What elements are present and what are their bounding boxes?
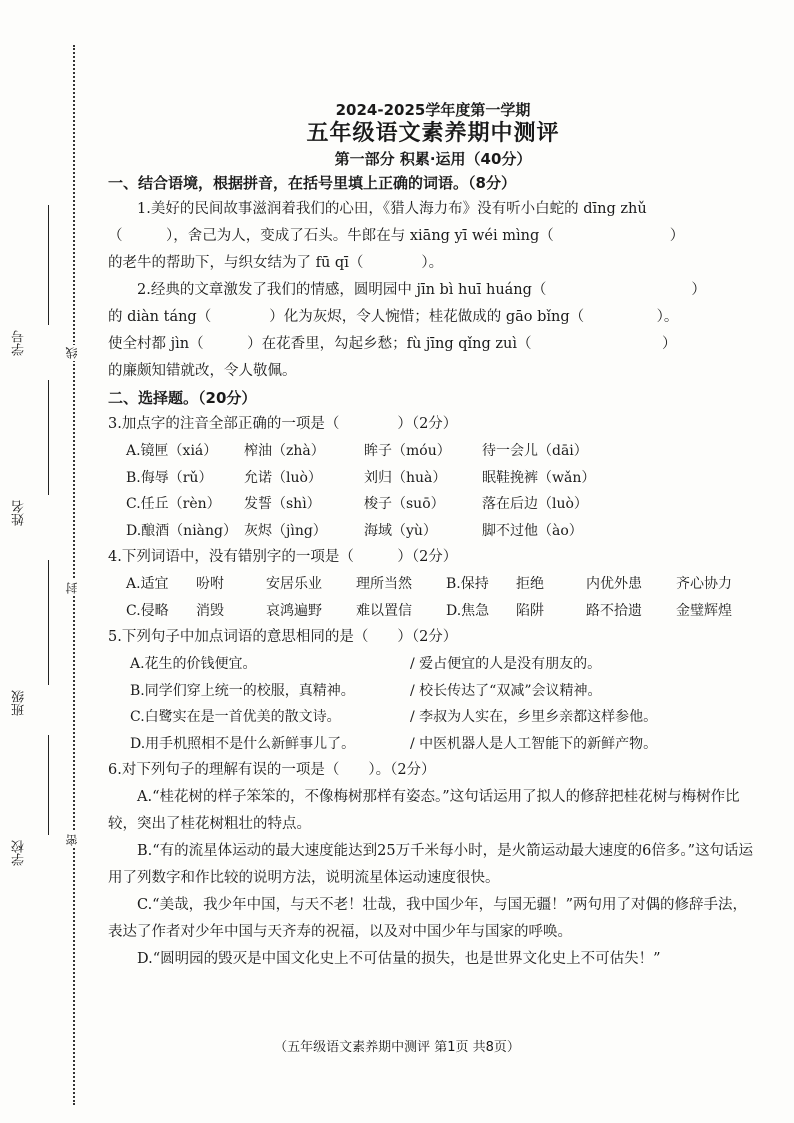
q5-sentence-b: / 爱占便宜的人是没有朋友的。 [410, 656, 602, 672]
q4-word: B.保持 [446, 576, 489, 592]
q4-word: 路不拾遗 [586, 602, 642, 619]
q3-item: 梭子（suō） [364, 496, 445, 512]
q4-word: 齐心协力 [676, 576, 732, 592]
q4-stem[interactable]: 4.下列词语中，没有错别字的一项是（ ）（2分） [108, 549, 458, 565]
q6-stem[interactable]: 6.对下列句子的理解有误的一项是（ ）。（2分） [108, 762, 436, 778]
name-label: 姓名 [12, 500, 27, 526]
q4-word: 吩咐 [196, 576, 224, 592]
q3-item: 落在后边（luò） [482, 496, 588, 512]
q4-word: 陷阱 [516, 602, 544, 619]
school-year: 2024-2025学年度第一学期 [335, 101, 531, 119]
q4-word: 理所当然 [356, 576, 412, 592]
exam-content [108, 100, 758, 973]
name-blank[interactable] [48, 380, 49, 495]
page-footer: （五年级语文素养期中测评 第1页 共8页） [274, 1040, 520, 1055]
s1-line: 的廉颇知错就改，令人敬佩。 [108, 363, 297, 379]
q3-option-row[interactable] [108, 518, 758, 545]
student-number-blank[interactable] [48, 205, 49, 325]
q3-item: 刘归（huà） [364, 469, 447, 486]
q3-item: 眠鞋挽裤（wǎn） [482, 469, 596, 486]
school-blank[interactable] [48, 735, 49, 835]
s1-line[interactable]: 使全村都 jìn（ ）在花香里，勾起乡愁；fù jīng qǐng zuì（ ） [108, 336, 677, 352]
section-1-heading: 一、结合语境，根据拼音，在括号里填上正确的词语。（8分） [108, 174, 516, 192]
student-number-field[interactable] [10, 330, 70, 356]
q3-item: A.镜匣（xiá） [126, 443, 218, 459]
q3-item: 脚不过他（ào） [482, 522, 583, 539]
q4-word: D.焦急 [446, 602, 490, 619]
q6-option-b[interactable]: B.“有的流星体运动的最大速度能达到25万千米每小时，是火箭运动最大速度的6倍多。”这句话运用了列数字和作比较的说明方法，说明流星体运动速度很快。 [108, 843, 754, 886]
q5-sentence-b: / 李叔为人实在，乡里乡亲都这样参他。 [410, 709, 658, 725]
q5-sentence-a: B.同学们穿上统一的校服，真精神。 [130, 682, 355, 699]
q4-option-row[interactable] [108, 598, 758, 625]
q4-word: 拒绝 [516, 576, 544, 592]
q5-sentence-b: / 校长传达了“双减”会议精神。 [410, 682, 602, 699]
binding-dotted-line [73, 45, 75, 1105]
part-title: 第一部分 积累·运用（40分） [334, 150, 532, 168]
q3-item: 海域（yù） [364, 522, 437, 539]
q4-word: 安居乐业 [266, 576, 322, 592]
q3-item: 灰烬（jìng） [244, 522, 327, 539]
school-label: 学校 [12, 840, 27, 866]
cut-word-line: 线 [65, 347, 79, 359]
class-blank[interactable] [48, 560, 49, 685]
q3-option-row[interactable] [108, 438, 758, 465]
q5-stem[interactable]: 5.下列句子中加点词语的意思相同的是（ ）（2分） [108, 629, 458, 645]
q4-option-row[interactable] [108, 571, 758, 598]
q4-word: C.侵略 [126, 602, 169, 619]
cut-word-seal: 封 [65, 582, 79, 594]
q6-option-a[interactable]: A.“桂花树的样子笨笨的，不像梅树那样有姿态。”这句话运用了拟人的修辞把桂花树与梅树作比较，突出了桂花树粗壮的特点。 [108, 789, 740, 832]
s1-line[interactable]: 的 diàn táng（ ）化为灰烬，令人惋惜；桂花做成的 gāo bǐng（ ）。 [108, 309, 679, 325]
q3-option-row[interactable] [108, 465, 758, 492]
q3-item: D.酿酒（niàng） [126, 522, 237, 539]
q4-word: 金璧辉煌 [676, 602, 732, 619]
q4-word: 消毁 [196, 602, 224, 619]
q3-item: 榨油（zhà） [244, 443, 325, 459]
q3-item: 眸子（móu） [364, 443, 451, 459]
q4-word: 哀鸿遍野 [266, 602, 322, 619]
class-label: 班级 [12, 690, 27, 716]
q3-stem[interactable]: 3.加点字的注音全部正确的一项是（ ）（2分） [108, 416, 458, 432]
q4-word: A.适宜 [126, 576, 169, 592]
q3-item: 发誓（shì） [244, 496, 321, 512]
q5-option-row[interactable] [108, 651, 758, 678]
q5-sentence-b: / 中医机器人是人工智能下的新鲜产物。 [410, 735, 658, 752]
q3-item: 待一会儿（dāi） [482, 443, 588, 459]
q3-option-row[interactable] [108, 491, 758, 518]
q6-option-c[interactable]: C.“美哉，我少年中国，与天不老！壮哉，我中国少年，与国无疆！”两句用了对偶的修辞手法，表达了作者对少年中国与天齐寿的祝福，以及对中国少年与国家的呼唤。 [108, 897, 748, 940]
s1-line: 1.美好的民间故事滋润着我们的心田，《猎人海力布》没有听小白蛇的 dīng zhǔ [137, 201, 647, 217]
q3-item: C.任丘（rèn） [126, 496, 221, 512]
q5-option-row[interactable] [108, 704, 758, 731]
q3-item: B.侮辱（rǔ） [126, 469, 213, 486]
q5-sentence-a: C.白鹭实在是一首优美的散文诗。 [130, 709, 341, 725]
class-field[interactable] [10, 690, 70, 716]
student-number-label: 学号 [12, 330, 27, 356]
q4-word: 难以置信 [356, 602, 412, 619]
q3-item: 允诺（luò） [244, 469, 322, 486]
s1-line[interactable]: 的老牛的帮助下，与织女结为了 fū qī（ ）。 [108, 255, 444, 271]
q5-sentence-a: A.花生的价钱便宜。 [130, 656, 257, 672]
q6-option-d[interactable]: D.“圆明园的毁灭是中国文化史上不可估量的损失，也是世界文化史上不可估失！” [137, 951, 661, 967]
cut-word-secret: 密 [65, 834, 79, 846]
q4-word: 内优外患 [586, 576, 642, 592]
binding-margin [0, 0, 90, 1123]
s1-line[interactable]: 2.经典的文章激发了我们的情感，圆明园中 jīn bì huī huáng（ ） [137, 282, 706, 298]
school-field[interactable] [10, 840, 70, 866]
q5-option-row[interactable] [108, 731, 758, 758]
q5-sentence-a: D.用手机照相不是什么新鲜事儿了。 [130, 735, 356, 752]
exam-title: 五年级语文素养期中测评 [306, 121, 560, 146]
name-field[interactable] [10, 500, 70, 526]
s1-line[interactable]: （ ），舍己为人，变成了石头。牛郎在与 xiāng yī wéi mìng（ ） [108, 228, 685, 244]
q5-option-row[interactable] [108, 678, 758, 705]
exam-header [108, 100, 758, 170]
section-2-heading: 二、选择题。（20分） [108, 389, 257, 407]
